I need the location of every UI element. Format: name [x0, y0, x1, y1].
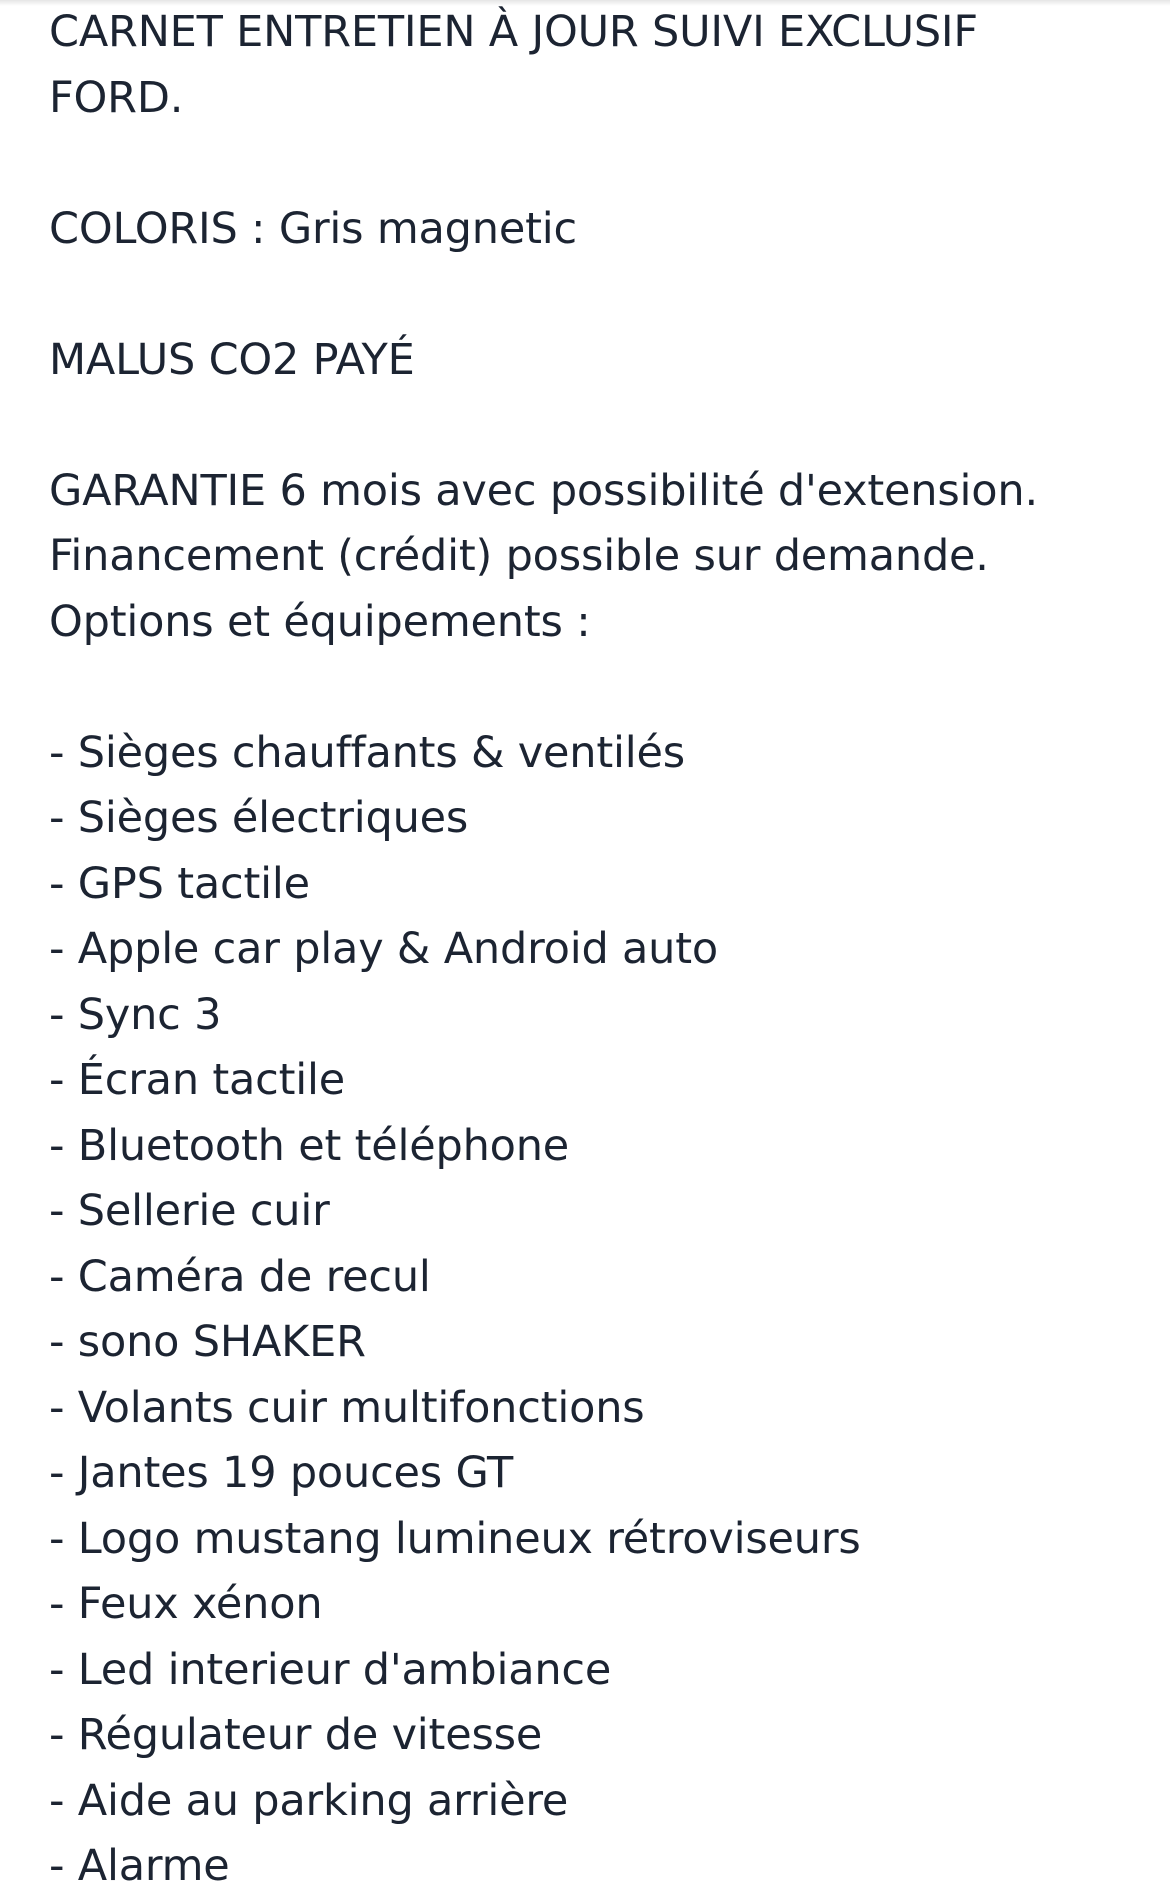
spacer	[49, 655, 1149, 721]
warranty-line: GARANTIE 6 mois avec possibilité d'extension.	[49, 465, 1038, 516]
list-item: - Led interieur d'ambiance	[49, 1644, 612, 1695]
malus-line: MALUS CO2 PAYÉ	[49, 334, 415, 385]
list-item: - Volants cuir multifonctions	[49, 1382, 645, 1433]
list-item: - Jantes 19 pouces GT	[49, 1448, 514, 1498]
spacer	[49, 393, 1149, 459]
list-item: - Sync 3	[49, 989, 222, 1040]
list-item: - GPS tactile	[49, 858, 310, 909]
financing-line: Financement (crédit) possible sur demande.	[49, 531, 989, 581]
list-item: - Logo mustang lumineux rétroviseurs	[49, 1513, 861, 1564]
options-list	[49, 721, 1149, 1900]
list-item: - Alarme	[49, 1841, 230, 1891]
list-item: - Feux xénon	[49, 1579, 323, 1629]
list-item: - Bluetooth et téléphone	[49, 1120, 570, 1171]
list-item: - Aide au parking arrière	[49, 1775, 569, 1826]
list-item: - sono SHAKER	[49, 1317, 366, 1367]
list-item: - Régulateur de vitesse	[49, 1710, 543, 1760]
list-item: - Sièges chauffants & ventilés	[49, 727, 685, 778]
list-item: - Apple car play & Android auto	[49, 924, 718, 974]
intro-line-1: CARNET ENTRETIEN À JOUR SUIVI EXCLUSIF	[49, 7, 978, 57]
spacer	[49, 131, 1149, 197]
listing-description	[49, 0, 1149, 1900]
list-item: - Écran tactile	[49, 1055, 346, 1105]
list-item: - Caméra de recul	[49, 1251, 431, 1302]
list-item: - Sièges électriques	[49, 793, 469, 843]
intro-line-2: FORD.	[49, 72, 184, 123]
color-line: COLORIS : Gris magnetic	[49, 203, 577, 254]
list-item: - Sellerie cuir	[49, 1186, 330, 1236]
options-heading: Options et équipements :	[49, 596, 591, 647]
spacer	[49, 262, 1149, 328]
